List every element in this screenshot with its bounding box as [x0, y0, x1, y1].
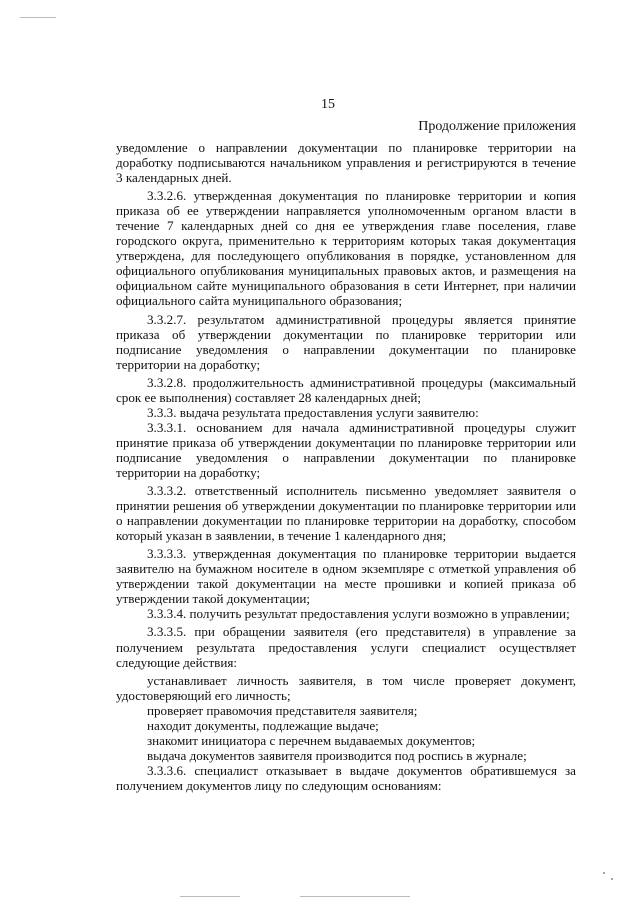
paragraph: 3.3.3.5. при обращении заявителя (его представителя) в управление за получением результата предоставления услуги специалист осуществляет следующие действия:	[116, 624, 576, 670]
paragraph: 3.3.3. выдача результата предоставления услуги заявителю:	[147, 404, 479, 420]
list-item: находит документы, подлежащие выдаче;	[147, 717, 379, 733]
paragraph: 3.3.3.4. получить результат предоставления услуги возможно в управлении;	[147, 606, 570, 622]
scan-artifact	[603, 872, 605, 874]
paragraph: 3.3.3.2. ответственный исполнитель письменно уведомляет заявителя о принятии решения об утверждении документации по планировке территории или о направлении документации по планировке территории на доработку, способом который указан в заявлении, в течение 1 календарного дня;	[116, 483, 576, 544]
paragraph: 3.3.3.3. утвержденная документация по планировке территории выдается заявителю на бумажном носителе в одном экземпляре с отметкой управления об утверждении такой документации на месте прошивки и копией приказа об утверждении такой документации;	[116, 546, 576, 607]
paragraph: 3.3.3.6. специалист отказывает в выдаче документов обратившемуся за получением документов лицу по следующим основаниям:	[116, 762, 576, 793]
paragraph: 3.3.2.8. продолжительность административной процедуры (максимальный срок ее выполнения) составляет 28 календарных дней;	[116, 374, 576, 405]
scan-artifact	[180, 896, 240, 897]
appendix-continuation-label: Продолжение приложения	[418, 119, 576, 134]
paragraph: уведомление о направлении документации по планировке территории на доработку подписываются начальником управления и регистрируются в течение 3 календарных дней.	[116, 140, 576, 186]
paragraph: 3.3.2.6. утвержденная документация по планировке территории и копия приказа об ее утверждении направляется уполномоченным органом власти в течение 7 календарных дней со дня ее утверждения главе поселения, главе городского округа, применительно к территориям которых такая документация утверждена, для последующего опубликования в порядке, установленном для официального опубликования муниципальных правовых актов, и размещения на официальном сайте муниципального образования в сети Интернет, при наличии официального сайта муниципального образования;	[116, 188, 576, 309]
page-number: 15	[321, 97, 335, 112]
scan-artifact	[611, 878, 613, 880]
scan-artifact	[20, 17, 56, 18]
list-item: устанавливает личность заявителя, в том числе проверяет документ, удостоверяющий его личность;	[116, 672, 576, 703]
list-item: знакомит инициатора с перечнем выдаваемых документов;	[147, 732, 476, 748]
paragraph: 3.3.2.7. результатом административной процедуры является принятие приказа об утверждении документации по планировке территории или подписание уведомления о направлении документации по планировке территории на доработку;	[116, 311, 576, 372]
document-body	[116, 140, 576, 793]
paragraph: 3.3.3.1. основанием для начала административной процедуры служит принятие приказа об утверждении документации по планировке территории или подписание уведомления о направлении документации по планировке территории на доработку;	[116, 419, 576, 480]
scan-artifact	[300, 896, 410, 897]
list-item: проверяет правомочия представителя заявителя;	[147, 702, 418, 718]
list-item: выдача документов заявителя производится под роспись в журнале;	[147, 747, 527, 763]
